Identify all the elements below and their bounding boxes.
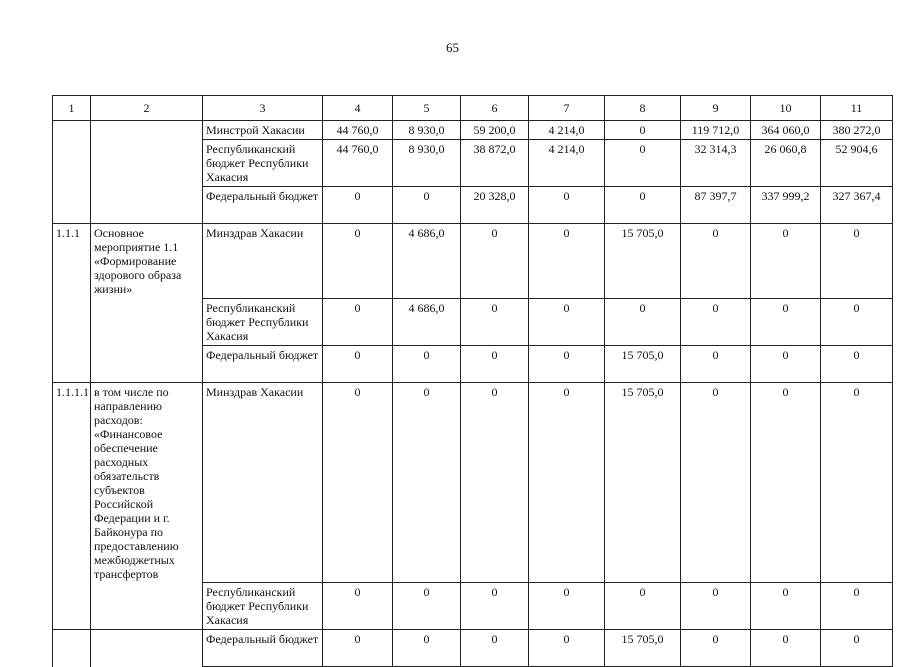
amount-cell: 364 060,0 [751,121,821,140]
amount-cell: 20 328,0 [461,187,529,224]
amount-cell: 38 872,0 [461,140,529,187]
amount-cell: 8 930,0 [393,140,461,187]
table-row [53,630,893,667]
amount-cell: 15 705,0 [605,345,681,382]
amount-cell: 44 760,0 [323,121,393,140]
amount-cell: 0 [821,382,893,583]
amount-cell: 0 [681,224,751,299]
amount-cell: 0 [529,382,605,583]
table-row [53,140,893,187]
column-header: 9 [681,96,751,121]
row-code: 1.1.1.1 [53,382,91,583]
amount-cell: 0 [393,187,461,224]
amount-cell: 0 [821,298,893,345]
funding-source: Минздрав Хакасии [203,382,323,583]
column-header: 10 [751,96,821,121]
amount-cell: 0 [393,630,461,667]
amount-cell: 0 [681,298,751,345]
column-header: 5 [393,96,461,121]
table-row [53,298,893,345]
funding-source: Республиканский бюджет Республики Хакасия [203,298,323,345]
amount-cell: 0 [323,298,393,345]
amount-cell: 4 686,0 [393,224,461,299]
row-code [53,121,91,140]
amount-cell: 0 [751,298,821,345]
amount-cell: 0 [751,382,821,583]
activity-name [91,345,203,382]
amount-cell: 0 [605,140,681,187]
amount-cell: 0 [529,583,605,630]
row-code [53,345,91,382]
amount-cell: 0 [461,224,529,299]
column-header: 4 [323,96,393,121]
row-code [53,140,91,187]
amount-cell: 26 060,8 [751,140,821,187]
funding-source: Федеральный бюджет [203,345,323,382]
activity-name [91,630,203,667]
amount-cell: 0 [529,187,605,224]
column-header: 6 [461,96,529,121]
activity-name [91,298,203,345]
table-row [53,583,893,630]
amount-cell: 52 904,6 [821,140,893,187]
amount-cell: 0 [821,630,893,667]
funding-source: Федеральный бюджет [203,630,323,667]
amount-cell: 87 397,7 [681,187,751,224]
amount-cell: 0 [393,583,461,630]
amount-cell: 0 [323,187,393,224]
amount-cell: 0 [751,224,821,299]
header-row [53,96,893,121]
table-row [53,345,893,382]
activity-name [91,583,203,630]
table-body [53,121,893,667]
amount-cell: 119 712,0 [681,121,751,140]
amount-cell: 0 [821,224,893,299]
column-header: 3 [203,96,323,121]
funding-source: Минздрав Хакасии [203,224,323,299]
table-row [53,224,893,299]
amount-cell: 32 314,3 [681,140,751,187]
amount-cell: 0 [461,298,529,345]
activity-name [91,140,203,187]
budget-table [52,95,893,667]
table-row [53,382,893,583]
amount-cell: 15 705,0 [605,630,681,667]
amount-cell: 0 [323,345,393,382]
activity-name [91,187,203,224]
amount-cell: 4 214,0 [529,140,605,187]
row-code [53,630,91,667]
amount-cell: 380 272,0 [821,121,893,140]
amount-cell: 59 200,0 [461,121,529,140]
row-code [53,298,91,345]
amount-cell: 15 705,0 [605,224,681,299]
amount-cell: 0 [393,382,461,583]
amount-cell: 0 [529,630,605,667]
amount-cell: 0 [605,121,681,140]
amount-cell: 0 [461,583,529,630]
funding-source: Федеральный бюджет [203,187,323,224]
amount-cell: 0 [681,630,751,667]
row-code [53,583,91,630]
amount-cell: 0 [529,345,605,382]
funding-source: Республиканский бюджет Республики Хакасия [203,583,323,630]
amount-cell: 0 [529,224,605,299]
column-header: 2 [91,96,203,121]
amount-cell: 15 705,0 [605,382,681,583]
amount-cell: 0 [323,630,393,667]
column-header: 7 [529,96,605,121]
amount-cell: 0 [393,345,461,382]
amount-cell: 0 [751,630,821,667]
amount-cell: 0 [681,382,751,583]
amount-cell: 0 [323,583,393,630]
activity-name: в том числе по направлению расходов: «Финансовое обеспечение расходных обязательств субъектов Российской Федерации и г. Байконура по предоставлению межбюджетных трансфертов [91,382,203,583]
amount-cell: 8 930,0 [393,121,461,140]
amount-cell: 0 [681,583,751,630]
amount-cell: 0 [821,345,893,382]
column-header: 8 [605,96,681,121]
funding-source: Минстрой Хакасии [203,121,323,140]
amount-cell: 0 [529,298,605,345]
amount-cell: 0 [461,630,529,667]
amount-cell: 0 [323,224,393,299]
amount-cell: 0 [605,298,681,345]
amount-cell: 0 [461,382,529,583]
amount-cell: 0 [751,583,821,630]
amount-cell: 4 214,0 [529,121,605,140]
activity-name: Основное мероприятие 1.1 «Формирование здорового образа жизни» [91,224,203,299]
amount-cell: 0 [605,187,681,224]
amount-cell: 337 999,2 [751,187,821,224]
table-row [53,121,893,140]
amount-cell: 327 367,4 [821,187,893,224]
column-header: 1 [53,96,91,121]
amount-cell: 0 [681,345,751,382]
funding-source: Республиканский бюджет Республики Хакасия [203,140,323,187]
amount-cell: 0 [821,583,893,630]
row-code: 1.1.1 [53,224,91,299]
row-code [53,187,91,224]
amount-cell: 0 [751,345,821,382]
table-row [53,187,893,224]
amount-cell: 0 [323,382,393,583]
amount-cell: 44 760,0 [323,140,393,187]
column-header: 11 [821,96,893,121]
amount-cell: 4 686,0 [393,298,461,345]
activity-name [91,121,203,140]
amount-cell: 0 [605,583,681,630]
amount-cell: 0 [461,345,529,382]
page-number: 65 [446,40,459,55]
